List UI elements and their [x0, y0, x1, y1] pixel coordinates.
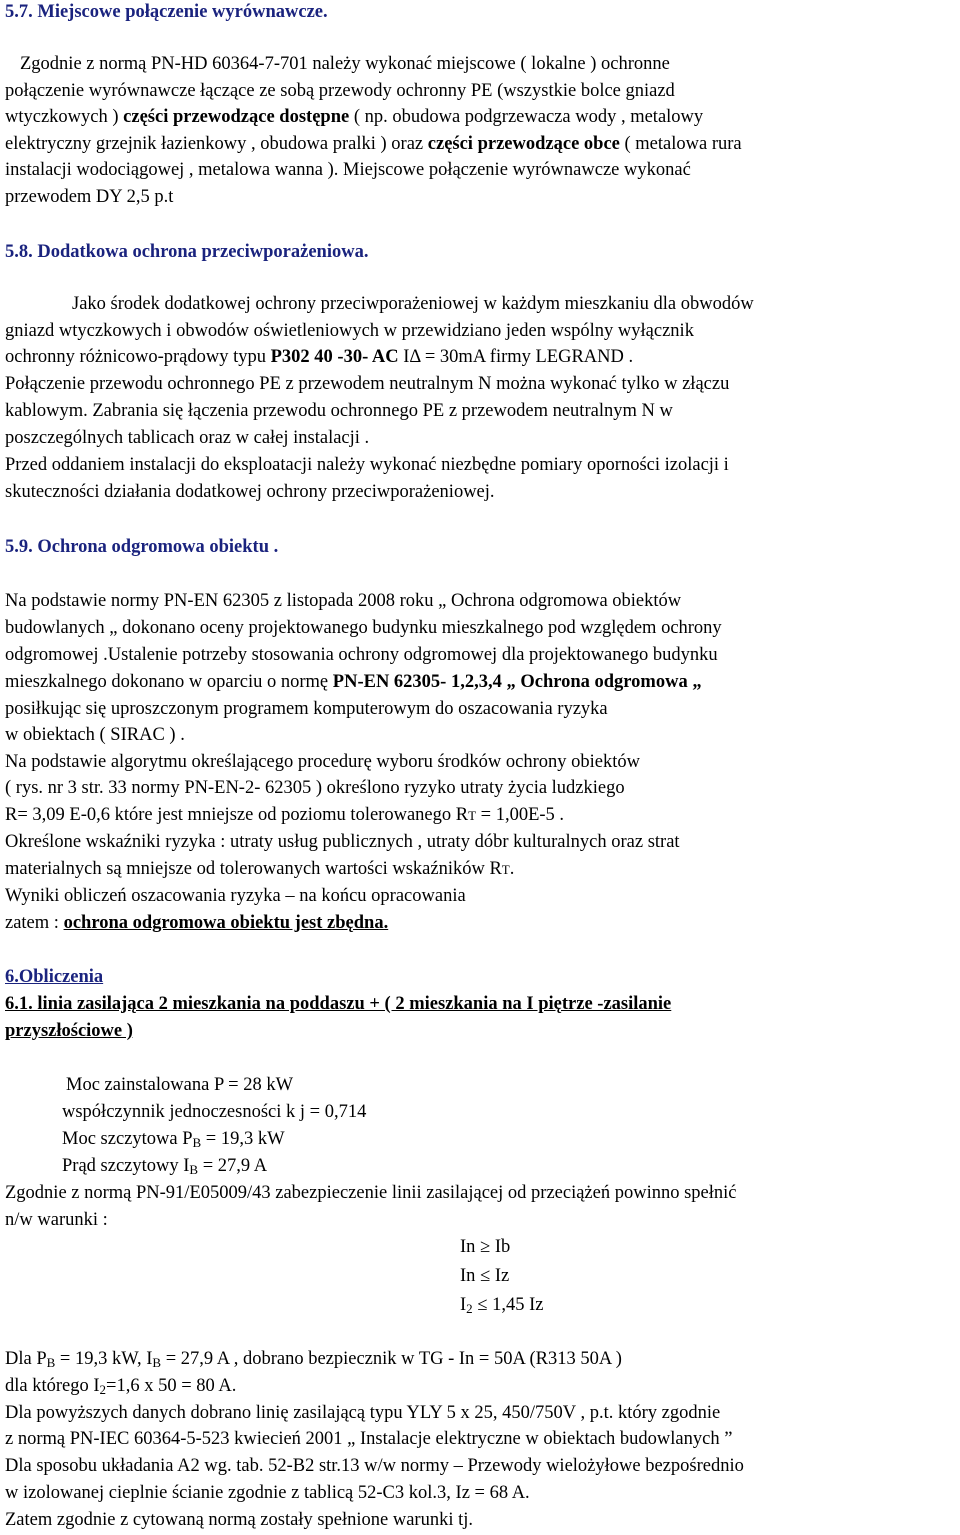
paragraph-line: Połączenie przewodu ochronnego PE z przewodem neutralnym N można wykonać tylko w złączu	[5, 374, 730, 394]
param-peak-power	[62, 1127, 285, 1155]
paragraph-line: skuteczności działania dodatkowej ochrony przeciwporażeniowej.	[5, 482, 495, 502]
text-run: 1,45 Iz	[492, 1295, 544, 1315]
subscript: B	[192, 1135, 202, 1150]
text-run: mieszkalnego dokonano w oparciu o normę	[5, 672, 333, 692]
less-equal-symbol: ≤	[472, 1295, 493, 1315]
heading-6-1: 6.1. linia zasilająca 2 mieszkania na poddaszu + ( 2 mieszkania na I piętrze -zasilanie	[5, 994, 672, 1014]
param-simultaneity: współczynnik jednoczesności k j = 0,714	[62, 1102, 367, 1122]
condition-1	[460, 1235, 510, 1259]
heading-5-8: 5.8. Dodatkowa ochrona przeciwporażeniowa.	[5, 242, 369, 262]
text-run: wtyczkowych )	[5, 107, 124, 127]
text-run: Moc szczytowa P	[62, 1129, 193, 1149]
paragraph-line	[5, 911, 388, 935]
paragraph-line: Zatem zgodnie z cytowaną normą zostały spełnione warunki tj.	[5, 1510, 474, 1530]
paragraph-line	[5, 803, 564, 828]
bold-text: części przewodzące obce	[427, 134, 620, 154]
paragraph-line	[5, 857, 514, 882]
text-run: ( np. obudowa podgrzewacza wody , metalowy	[349, 107, 704, 127]
text-run: ( metalowa rura	[619, 134, 742, 154]
paragraph-line: Na podstawie algorytmu określającego procedurę wyboru środków ochrony obiektów	[5, 752, 640, 772]
paragraph-line: przewodem DY 2,5 p.t	[5, 187, 174, 207]
heading-6-1-cont: przyszłościowe )	[5, 1021, 133, 1041]
subscript: B	[189, 1162, 199, 1177]
text-run: Iz	[494, 1266, 510, 1286]
paragraph-line	[5, 670, 702, 694]
small-caps-text: T	[501, 862, 510, 877]
condition-3	[460, 1293, 543, 1321]
text-run: R= 3,09 E-0,6 które jest mniejsze od poziomu tolerowanego R	[5, 805, 469, 825]
text-run: = 27,9 A	[198, 1156, 268, 1176]
bold-text: P302 40 -30- AC	[270, 347, 399, 367]
paragraph-line: budowlanych „ dokonano oceny projektowanego budynku mieszkalnego pod względem ochrony	[5, 618, 722, 638]
paragraph-line: połączenie wyrównawcze łączące ze sobą przewody ochronny PE (wszystkie bolce gniazd	[5, 81, 675, 101]
text-run: zatem :	[5, 913, 64, 933]
heading-5-7: 5.7. Miejscowe połączenie wyrównawcze.	[5, 2, 328, 22]
text-run: In	[460, 1237, 481, 1257]
subscript: B	[46, 1355, 56, 1370]
paragraph-line: posiłkując się uproszczonym programem komputerowym do oszacowania ryzyka	[5, 699, 608, 719]
condition-2	[460, 1264, 509, 1288]
paragraph-line: Dla sposobu układania A2 wg. tab. 52-B2 str.13 w/w normy – Przewody wielożyłowe bezpośrednio	[5, 1456, 744, 1476]
paragraph-line	[5, 345, 633, 369]
heading-5-9: 5.9. Ochrona odgromowa obiektu .	[5, 537, 279, 557]
paragraph-line: gniazd wtyczkowych i obwodów oświetleniowych w przewidziano jeden wspólny wyłącznik	[5, 321, 694, 341]
paragraph-line	[5, 132, 742, 156]
paragraph-line: instalacji wodociągowej , metalowa wanna ). Miejscowe połączenie wyrównawcze wykonać	[5, 160, 691, 180]
paragraph-line: Zgodnie z normą PN-HD 60364-7-701 należy wykonać miejscowe ( lokalne ) ochronne	[20, 54, 670, 74]
paragraph-line: w izolowanej cieplnie ścianie zgodnie z tablicą 52-C3 kol.3, Iz = 68 A.	[5, 1483, 530, 1503]
text-run: elektryczny grzejnik łazienkowy , obudowa pralki ) oraz	[5, 134, 428, 154]
paragraph-line: kablowym. Zabrania się łączenia przewodu ochronnego PE z przewodem neutralnym N w	[5, 401, 673, 421]
text-run: Prąd szczytowy I	[62, 1156, 190, 1176]
text-run: In	[460, 1266, 481, 1286]
paragraph-line: ( rys. nr 3 str. 33 normy PN-EN-2- 62305 ) określono ryzyko utraty życia ludzkiego	[5, 778, 625, 798]
paragraph-line	[5, 105, 703, 129]
paragraph-line: Przed oddaniem instalacji do eksploatacji należy wykonać niezbędne pomiary oporności izolacji i	[5, 455, 729, 475]
text-run: ochronny różnicowo-prądowy typu	[5, 347, 271, 367]
paragraph-line: Określone wskaźniki ryzyka : utraty usług publicznych , utraty dóbr kulturalnych oraz strat	[5, 832, 680, 852]
subscript: B	[152, 1355, 162, 1370]
text-run: =1,6 x 50 = 80 A.	[106, 1376, 237, 1396]
text-run: I	[460, 1295, 467, 1315]
text-run: Dla P	[5, 1349, 47, 1369]
paragraph-line: w obiektach ( SIRAC ) .	[5, 725, 185, 745]
conclusion-text: ochrona odgromowa obiektu jest zbędna.	[63, 913, 389, 933]
text-run: .	[509, 859, 515, 879]
small-caps-text: T	[468, 808, 477, 823]
text-run: dla którego I	[5, 1376, 100, 1396]
param-installed-power: Moc zainstalowana P = 28 kW	[66, 1075, 294, 1095]
text-run: = 19,3 kW, I	[55, 1349, 153, 1369]
text-run: Ib	[494, 1237, 511, 1257]
paragraph-line	[5, 1347, 622, 1375]
paragraph-line: z normą PN-IEC 60364-5-523 kwiecień 2001 „ Instalacje elektryczne w obiektach budowlanych ”	[5, 1429, 733, 1449]
paragraph-line: poszczególnych tablicach oraz w całej instalacji .	[5, 428, 370, 448]
text-run: IΔ = 30mA firmy LEGRAND .	[398, 347, 634, 367]
param-peak-current	[62, 1154, 267, 1182]
paragraph-line: Zgodnie z normą PN-91/E05009/43 zabezpieczenie linii zasilającej od przeciążeń powinno spełnić	[5, 1183, 737, 1203]
paragraph-line: n/w warunki :	[5, 1210, 108, 1230]
subscript: 2	[466, 1301, 473, 1316]
text-run: = 19,3 kW	[201, 1129, 285, 1149]
greater-equal-symbol: ≥	[480, 1237, 495, 1257]
paragraph-line: Jako środek dodatkowej ochrony przeciwporażeniowej w każdym mieszkaniu dla obwodów	[72, 294, 754, 314]
bold-text: PN-EN 62305- 1,2,3,4 „ Ochrona odgromowa „	[332, 672, 702, 692]
bold-text: części przewodzące dostępne	[123, 107, 350, 127]
paragraph-line	[5, 1374, 236, 1402]
subscript: 2	[99, 1382, 107, 1397]
text-run: materialnych są mniejsze od tolerowanych wartości wskaźników R	[5, 859, 502, 879]
text-run: = 27,9 A , dobrano bezpiecznik w TG - In = 50A (R313 50A )	[161, 1349, 622, 1369]
heading-6: 6.Obliczenia	[5, 967, 104, 987]
less-equal-symbol: ≤	[480, 1266, 495, 1286]
paragraph-line: Dla powyższych danych dobrano linię zasilającą typu YLY 5 x 25, 450/750V , p.t. który zgodnie	[5, 1403, 721, 1423]
paragraph-line: Na podstawie normy PN-EN 62305 z listopada 2008 roku „ Ochrona odgromowa obiektów	[5, 591, 682, 611]
text-run: = 1,00E-5 .	[476, 805, 565, 825]
paragraph-line: Wyniki obliczeń oszacowania ryzyka – na końcu opracowania	[5, 886, 466, 906]
paragraph-line: odgromowej .Ustalenie potrzeby stosowania ochrony odgromowej dla projektowanego budynku	[5, 645, 718, 665]
